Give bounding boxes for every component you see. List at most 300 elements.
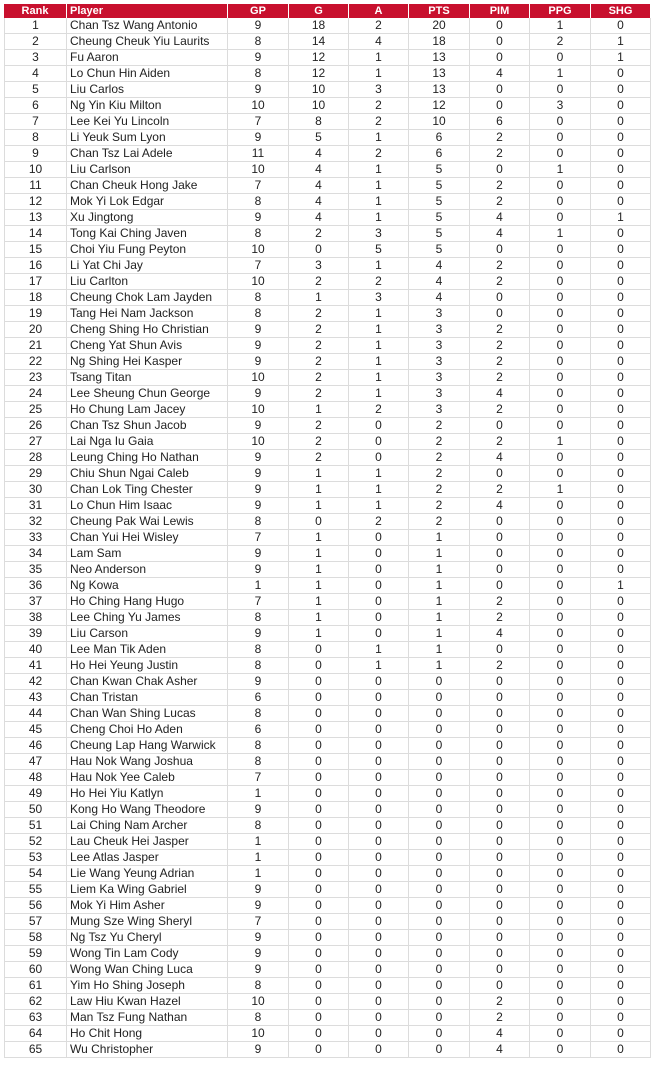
pts-cell: 2 [409, 434, 470, 450]
rank-cell: 46 [4, 738, 67, 754]
shg-cell: 0 [591, 962, 651, 978]
rank-cell: 48 [4, 770, 67, 786]
pim-cell: 0 [470, 562, 530, 578]
gp-cell: 10 [228, 162, 289, 178]
a-cell: 0 [349, 818, 409, 834]
player-name-cell: Lam Sam [67, 546, 228, 562]
rank-cell: 59 [4, 946, 67, 962]
ppg-cell: 0 [530, 578, 591, 594]
rank-cell: 8 [4, 130, 67, 146]
gp-cell: 10 [228, 402, 289, 418]
rank-cell: 17 [4, 274, 67, 290]
gp-cell: 8 [228, 1010, 289, 1026]
table-row [4, 706, 651, 722]
gp-cell: 10 [228, 370, 289, 386]
player-name-cell: Law Hiu Kwan Hazel [67, 994, 228, 1010]
ppg-cell: 0 [530, 386, 591, 402]
pim-cell: 4 [470, 1042, 530, 1058]
table-row [4, 770, 651, 786]
rank-cell: 57 [4, 914, 67, 930]
a-cell: 0 [349, 706, 409, 722]
g-cell: 5 [289, 130, 349, 146]
a-cell: 0 [349, 562, 409, 578]
ppg-cell: 0 [530, 418, 591, 434]
table-row [4, 738, 651, 754]
shg-cell: 0 [591, 690, 651, 706]
gp-cell: 8 [228, 514, 289, 530]
rank-cell: 41 [4, 658, 67, 674]
gp-cell: 8 [228, 306, 289, 322]
pim-cell: 2 [470, 274, 530, 290]
g-cell: 2 [289, 338, 349, 354]
table-row [4, 114, 651, 130]
pts-cell: 0 [409, 834, 470, 850]
ppg-cell: 0 [530, 722, 591, 738]
g-cell: 1 [289, 290, 349, 306]
g-cell: 4 [289, 178, 349, 194]
shg-cell: 0 [591, 914, 651, 930]
pim-cell: 0 [470, 866, 530, 882]
table-row [4, 1026, 651, 1042]
rank-cell: 16 [4, 258, 67, 274]
g-cell: 1 [289, 482, 349, 498]
gp-cell: 9 [228, 562, 289, 578]
header-shg[interactable]: SHG [591, 4, 651, 18]
a-cell: 1 [349, 370, 409, 386]
gp-cell: 9 [228, 626, 289, 642]
shg-cell: 0 [591, 466, 651, 482]
gp-cell: 1 [228, 834, 289, 850]
table-row [4, 402, 651, 418]
ppg-cell: 0 [530, 738, 591, 754]
shg-cell: 0 [591, 530, 651, 546]
ppg-cell: 0 [530, 802, 591, 818]
table-row [4, 578, 651, 594]
g-cell: 2 [289, 370, 349, 386]
player-name-cell: Chiu Shun Ngai Caleb [67, 466, 228, 482]
gp-cell: 1 [228, 578, 289, 594]
player-name-cell: Chan Lok Ting Chester [67, 482, 228, 498]
pim-cell: 6 [470, 114, 530, 130]
a-cell: 2 [349, 146, 409, 162]
g-cell: 0 [289, 930, 349, 946]
gp-cell: 8 [228, 66, 289, 82]
player-name-cell: Chan Tsz Lai Adele [67, 146, 228, 162]
gp-cell: 10 [228, 994, 289, 1010]
ppg-cell: 1 [530, 434, 591, 450]
table-row [4, 514, 651, 530]
shg-cell: 0 [591, 866, 651, 882]
pim-cell: 2 [470, 130, 530, 146]
table-row [4, 850, 651, 866]
g-cell: 0 [289, 1026, 349, 1042]
shg-cell: 0 [591, 370, 651, 386]
player-name-cell: Tsang Titan [67, 370, 228, 386]
shg-cell: 0 [591, 722, 651, 738]
shg-cell: 0 [591, 834, 651, 850]
table-row [4, 82, 651, 98]
pts-cell: 5 [409, 242, 470, 258]
pim-cell: 0 [470, 18, 530, 34]
gp-cell: 11 [228, 146, 289, 162]
shg-cell: 0 [591, 754, 651, 770]
rank-cell: 63 [4, 1010, 67, 1026]
rank-cell: 37 [4, 594, 67, 610]
table-row [4, 162, 651, 178]
player-name-cell: Lie Wang Yeung Adrian [67, 866, 228, 882]
player-name-cell: Ho Chung Lam Jacey [67, 402, 228, 418]
table-row [4, 274, 651, 290]
a-cell: 1 [349, 354, 409, 370]
rank-cell: 20 [4, 322, 67, 338]
pts-cell: 0 [409, 1042, 470, 1058]
table-row [4, 258, 651, 274]
rank-cell: 13 [4, 210, 67, 226]
rank-cell: 47 [4, 754, 67, 770]
header-ppg[interactable]: PPG [530, 4, 591, 18]
shg-cell: 1 [591, 50, 651, 66]
a-cell: 1 [349, 178, 409, 194]
pts-cell: 0 [409, 1026, 470, 1042]
rank-cell: 52 [4, 834, 67, 850]
a-cell: 2 [349, 18, 409, 34]
gp-cell: 8 [228, 706, 289, 722]
shg-cell: 0 [591, 66, 651, 82]
g-cell: 4 [289, 194, 349, 210]
ppg-cell: 0 [530, 962, 591, 978]
g-cell: 0 [289, 706, 349, 722]
table-row [4, 1010, 651, 1026]
pim-cell: 4 [470, 450, 530, 466]
pim-cell: 2 [470, 338, 530, 354]
pim-cell: 0 [470, 546, 530, 562]
pim-cell: 0 [470, 706, 530, 722]
table-row [4, 674, 651, 690]
a-cell: 0 [349, 994, 409, 1010]
a-cell: 0 [349, 754, 409, 770]
player-name-cell: Chan Wan Shing Lucas [67, 706, 228, 722]
table-row [4, 386, 651, 402]
table-row [4, 482, 651, 498]
player-name-cell: Ng Kowa [67, 578, 228, 594]
ppg-cell: 0 [530, 290, 591, 306]
pim-cell: 0 [470, 242, 530, 258]
ppg-cell: 2 [530, 34, 591, 50]
player-name-cell: Lee Man Tik Aden [67, 642, 228, 658]
gp-cell: 9 [228, 930, 289, 946]
table-row [4, 418, 651, 434]
shg-cell: 0 [591, 226, 651, 242]
a-cell: 0 [349, 962, 409, 978]
header-g[interactable]: G [289, 4, 349, 18]
rank-cell: 1 [4, 18, 67, 34]
table-row [4, 210, 651, 226]
pts-cell: 1 [409, 610, 470, 626]
shg-cell: 0 [591, 1010, 651, 1026]
ppg-cell: 3 [530, 98, 591, 114]
player-name-cell: Chan Tristan [67, 690, 228, 706]
pts-cell: 3 [409, 306, 470, 322]
shg-cell: 0 [591, 498, 651, 514]
rank-cell: 14 [4, 226, 67, 242]
header-gp[interactable]: GP [228, 4, 289, 18]
rank-cell: 31 [4, 498, 67, 514]
pts-cell: 0 [409, 754, 470, 770]
ppg-cell: 0 [530, 1042, 591, 1058]
header-rank[interactable]: Rank [4, 4, 67, 18]
ppg-cell: 1 [530, 226, 591, 242]
pts-cell: 0 [409, 914, 470, 930]
table-row [4, 978, 651, 994]
g-cell: 0 [289, 946, 349, 962]
pim-cell: 2 [470, 994, 530, 1010]
rank-cell: 10 [4, 162, 67, 178]
ppg-cell: 1 [530, 66, 591, 82]
pts-cell: 0 [409, 1010, 470, 1026]
table-row [4, 354, 651, 370]
pim-cell: 4 [470, 626, 530, 642]
g-cell: 10 [289, 98, 349, 114]
ppg-cell: 0 [530, 450, 591, 466]
pts-cell: 20 [409, 18, 470, 34]
gp-cell: 7 [228, 114, 289, 130]
player-name-cell: Chan Tsz Shun Jacob [67, 418, 228, 434]
gp-cell: 8 [228, 978, 289, 994]
rank-cell: 19 [4, 306, 67, 322]
shg-cell: 0 [591, 738, 651, 754]
pts-cell: 10 [409, 114, 470, 130]
rank-cell: 21 [4, 338, 67, 354]
player-name-cell: Kong Ho Wang Theodore [67, 802, 228, 818]
pim-cell: 0 [470, 34, 530, 50]
gp-cell: 9 [228, 82, 289, 98]
pts-cell: 6 [409, 146, 470, 162]
a-cell: 0 [349, 546, 409, 562]
gp-cell: 6 [228, 722, 289, 738]
pts-cell: 0 [409, 674, 470, 690]
table-row [4, 322, 651, 338]
ppg-cell: 0 [530, 146, 591, 162]
pim-cell: 0 [470, 802, 530, 818]
table-row [4, 194, 651, 210]
g-cell: 2 [289, 450, 349, 466]
player-name-cell: Ng Shing Hei Kasper [67, 354, 228, 370]
shg-cell: 0 [591, 818, 651, 834]
table-row [4, 242, 651, 258]
shg-cell: 0 [591, 674, 651, 690]
pts-cell: 4 [409, 290, 470, 306]
g-cell: 2 [289, 274, 349, 290]
pts-cell: 13 [409, 82, 470, 98]
player-name-cell: Lai Ching Nam Archer [67, 818, 228, 834]
gp-cell: 9 [228, 882, 289, 898]
pim-cell: 0 [470, 786, 530, 802]
rank-cell: 54 [4, 866, 67, 882]
gp-cell: 9 [228, 322, 289, 338]
g-cell: 1 [289, 402, 349, 418]
pim-cell: 4 [470, 386, 530, 402]
g-cell: 0 [289, 1042, 349, 1058]
table-row [4, 130, 651, 146]
rank-cell: 32 [4, 514, 67, 530]
a-cell: 0 [349, 882, 409, 898]
g-cell: 2 [289, 226, 349, 242]
header-a[interactable]: A [349, 4, 409, 18]
table-row [4, 434, 651, 450]
player-name-cell: Ho Hei Yeung Justin [67, 658, 228, 674]
player-name-cell: Leung Ching Ho Nathan [67, 450, 228, 466]
shg-cell: 0 [591, 546, 651, 562]
gp-cell: 9 [228, 210, 289, 226]
pim-cell: 0 [470, 770, 530, 786]
ppg-cell: 0 [530, 514, 591, 530]
player-name-cell: Cheung Lap Hang Warwick [67, 738, 228, 754]
gp-cell: 10 [228, 98, 289, 114]
shg-cell: 0 [591, 802, 651, 818]
gp-cell: 9 [228, 802, 289, 818]
pts-cell: 3 [409, 402, 470, 418]
rank-cell: 23 [4, 370, 67, 386]
shg-cell: 0 [591, 642, 651, 658]
ppg-cell: 0 [530, 770, 591, 786]
gp-cell: 10 [228, 434, 289, 450]
table-row [4, 626, 651, 642]
header-pts[interactable]: PTS [409, 4, 470, 18]
a-cell: 3 [349, 226, 409, 242]
ppg-cell: 0 [530, 690, 591, 706]
table-row [4, 658, 651, 674]
table-row [4, 818, 651, 834]
a-cell: 1 [349, 658, 409, 674]
gp-cell: 9 [228, 386, 289, 402]
shg-cell: 0 [591, 114, 651, 130]
shg-cell: 0 [591, 882, 651, 898]
player-name-cell: Man Tsz Fung Nathan [67, 1010, 228, 1026]
pim-cell: 0 [470, 418, 530, 434]
table-row [4, 306, 651, 322]
header-pim[interactable]: PIM [470, 4, 530, 18]
pts-cell: 1 [409, 642, 470, 658]
g-cell: 0 [289, 914, 349, 930]
pim-cell: 0 [470, 978, 530, 994]
ppg-cell: 0 [530, 546, 591, 562]
gp-cell: 8 [228, 738, 289, 754]
gp-cell: 8 [228, 194, 289, 210]
header-player[interactable]: Player [67, 4, 228, 18]
pts-cell: 2 [409, 466, 470, 482]
pim-cell: 2 [470, 434, 530, 450]
ppg-cell: 0 [530, 610, 591, 626]
player-stats-table [4, 4, 651, 1058]
table-body [4, 18, 651, 1058]
a-cell: 1 [349, 322, 409, 338]
pts-cell: 0 [409, 882, 470, 898]
ppg-cell: 0 [530, 882, 591, 898]
ppg-cell: 0 [530, 354, 591, 370]
player-name-cell: Lau Cheuk Hei Jasper [67, 834, 228, 850]
pim-cell: 0 [470, 162, 530, 178]
gp-cell: 7 [228, 914, 289, 930]
a-cell: 0 [349, 770, 409, 786]
pim-cell: 0 [470, 738, 530, 754]
a-cell: 2 [349, 114, 409, 130]
player-name-cell: Ho Chit Hong [67, 1026, 228, 1042]
shg-cell: 0 [591, 658, 651, 674]
a-cell: 4 [349, 34, 409, 50]
pts-cell: 5 [409, 162, 470, 178]
gp-cell: 9 [228, 546, 289, 562]
pim-cell: 0 [470, 674, 530, 690]
a-cell: 1 [349, 130, 409, 146]
rank-cell: 6 [4, 98, 67, 114]
g-cell: 0 [289, 1010, 349, 1026]
g-cell: 0 [289, 818, 349, 834]
g-cell: 0 [289, 658, 349, 674]
gp-cell: 9 [228, 946, 289, 962]
table-row [4, 562, 651, 578]
g-cell: 1 [289, 610, 349, 626]
g-cell: 0 [289, 802, 349, 818]
table-row [4, 802, 651, 818]
gp-cell: 10 [228, 242, 289, 258]
shg-cell: 0 [591, 258, 651, 274]
g-cell: 2 [289, 306, 349, 322]
table-row [4, 530, 651, 546]
pim-cell: 2 [470, 370, 530, 386]
player-name-cell: Liu Carlson [67, 162, 228, 178]
pts-cell: 3 [409, 338, 470, 354]
player-name-cell: Li Yat Chi Jay [67, 258, 228, 274]
shg-cell: 0 [591, 946, 651, 962]
a-cell: 3 [349, 82, 409, 98]
pim-cell: 0 [470, 530, 530, 546]
shg-cell: 0 [591, 18, 651, 34]
ppg-cell: 0 [530, 370, 591, 386]
g-cell: 3 [289, 258, 349, 274]
shg-cell: 0 [591, 706, 651, 722]
a-cell: 0 [349, 530, 409, 546]
rank-cell: 53 [4, 850, 67, 866]
pts-cell: 18 [409, 34, 470, 50]
a-cell: 1 [349, 306, 409, 322]
rank-cell: 55 [4, 882, 67, 898]
gp-cell: 9 [228, 450, 289, 466]
pts-cell: 0 [409, 930, 470, 946]
g-cell: 18 [289, 18, 349, 34]
ppg-cell: 0 [530, 658, 591, 674]
g-cell: 0 [289, 514, 349, 530]
pts-cell: 5 [409, 226, 470, 242]
pts-cell: 0 [409, 802, 470, 818]
ppg-cell: 0 [530, 466, 591, 482]
a-cell: 0 [349, 978, 409, 994]
rank-cell: 36 [4, 578, 67, 594]
player-name-cell: Yim Ho Shing Joseph [67, 978, 228, 994]
player-name-cell: Cheng Yat Shun Avis [67, 338, 228, 354]
pts-cell: 1 [409, 578, 470, 594]
player-name-cell: Lee Kei Yu Lincoln [67, 114, 228, 130]
rank-cell: 29 [4, 466, 67, 482]
shg-cell: 0 [591, 930, 651, 946]
pim-cell: 2 [470, 610, 530, 626]
shg-cell: 0 [591, 162, 651, 178]
table-row [4, 18, 651, 34]
a-cell: 1 [349, 50, 409, 66]
table-row [4, 914, 651, 930]
gp-cell: 9 [228, 482, 289, 498]
gp-cell: 9 [228, 898, 289, 914]
pim-cell: 0 [470, 930, 530, 946]
